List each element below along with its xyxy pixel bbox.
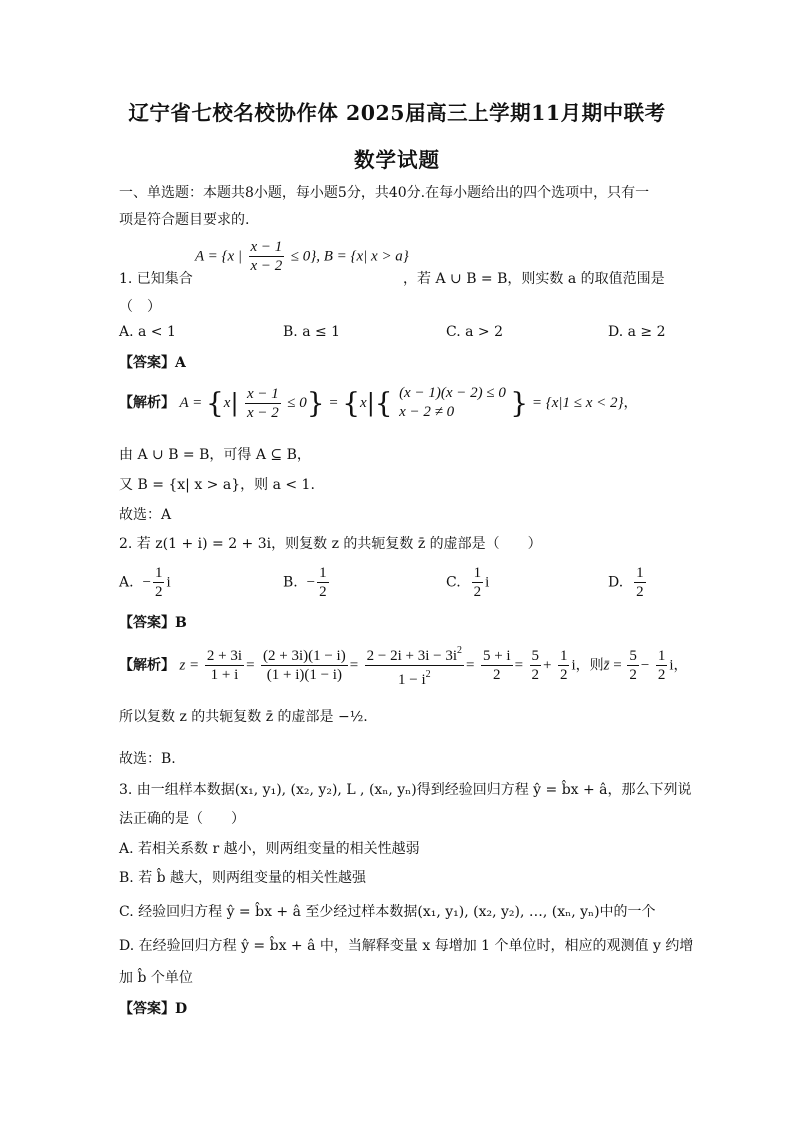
exam-title: 辽宁省七校名校协作体 2025届高三上学期11月期中联考 xyxy=(128,101,666,125)
q1-paren: （ ） xyxy=(119,299,161,315)
q2-option-c: C. $\frac{1}{2}$ i xyxy=(446,565,490,600)
q1-condition: ，若 A ∪ B = B，则实数 a 的取值范围是 xyxy=(403,271,665,287)
q2-stem: 2. 若 z(1 + i) = 2 + 3i，则复数 z 的共轭复数 z̄ 的虚部是（ ） xyxy=(119,536,542,552)
q3-option-a: A. 若相关系数 r 越小，则两组变量的相关性越弱 xyxy=(119,841,420,857)
q2-option-a: A. − $\frac{1}{2}$ i xyxy=(119,565,171,600)
q2-answer: 【答案】B xyxy=(119,615,187,631)
section-instructions-line-2: 项是符合题目要求的. xyxy=(119,212,250,228)
q2-option-b: B. − $\frac{1}{2}$ xyxy=(283,565,327,600)
q1-option-a: A. a < 1 xyxy=(119,324,176,340)
q1-analysis-label: 【解析】 xyxy=(119,395,175,411)
q3-option-d-line-2: 加 b̂ 个单位 xyxy=(119,970,193,986)
q1-conclusion: 故选：A xyxy=(119,507,172,523)
q1-fraction-denominator: x − 2 xyxy=(250,258,283,274)
q1-analysis-step2: 由 A ∪ B = B，可得 A ⊆ B， xyxy=(119,447,311,463)
q2-analysis-step1: 【解析】 z = $\frac{2 + 3i}{1 + i}$ = $\frac{(2 + 3i)(1 - i)}{(1 + i)(1 - i)}$ = $\frac{2 - 2i + 3i - 3i^2}{1 - i^2}$ = $\frac{5 + i}{2}$ = $\frac{5}{2}$ + $\frac{1}{2}$ i，则z̄ = $\frac{5}{2}$ − $\frac{1}{2}$ i， xyxy=(119,642,688,689)
q1-analysis-step1: 【解析】 A = {x| $\frac{x - 1}{x - 2}$ ≤ 0} = {x|{ (x − 1)(x − 2) ≤ 0 x − 2 ≠ 0 } = {x|1 ≤ x < 2}， xyxy=(119,385,638,421)
q3-stem-line-2: 法正确的是（ ） xyxy=(119,811,245,827)
q3-option-c: C. 经验回归方程 ŷ = b̂x + â 至少经过样本数据(x₁, y₁), (x₂, y₂), …, (xₙ, yₙ)中的一个 xyxy=(119,904,656,920)
q1-set-a-left: A = {x | xyxy=(195,248,243,265)
q1-set-a-fraction xyxy=(249,238,285,275)
q2-analysis-label: 【解析】 xyxy=(119,657,175,674)
section-instructions-line-1: 一、单选题：本题共8小题，每小题5分，共40分.在每小题给出的四个选项中，只有一 xyxy=(119,185,650,201)
exam-subtitle: 数学试题 xyxy=(354,148,440,172)
q1-analysis-step3: 又 B = {x| x > a}，则 a < 1. xyxy=(119,477,315,493)
q3-option-b: B. 若 b̂ 越大，则两组变量的相关性越强 xyxy=(119,870,367,886)
q3-answer: 【答案】D xyxy=(119,1001,188,1017)
q1-option-d: D. a ≥ 2 xyxy=(608,324,666,340)
q1-set-a-definition xyxy=(195,238,409,275)
q2-option-d: D. $\frac{1}{2}$ xyxy=(608,565,644,600)
q1-fraction-numerator: x − 1 xyxy=(250,239,283,255)
q3-option-d-line-1: D. 在经验回归方程 ŷ = b̂x + â 中，当解释变量 x 每增加 1 个单位时，相应的观测值 y 约增 xyxy=(119,938,694,954)
q1-answer: 【答案】A xyxy=(119,355,186,371)
q3-stem-line-1: 3. 由一组样本数据(x₁, y₁), (x₂, y₂), L , (xₙ, yₙ)得到经验回归方程 ŷ = b̂x + â，那么下列说 xyxy=(119,782,692,798)
q1-prefix: 1. 已知集合 xyxy=(119,271,193,287)
q1-set-a-right: ≤ 0}, B = {x| x > a} xyxy=(290,248,409,265)
q1-option-b: B. a ≤ 1 xyxy=(283,324,341,340)
q2-analysis-step2: 所以复数 z 的共轭复数 z̄ 的虚部是 −½. xyxy=(119,709,368,725)
q1-option-c: C. a > 2 xyxy=(446,324,503,340)
q2-conclusion: 故选：B. xyxy=(119,751,176,767)
